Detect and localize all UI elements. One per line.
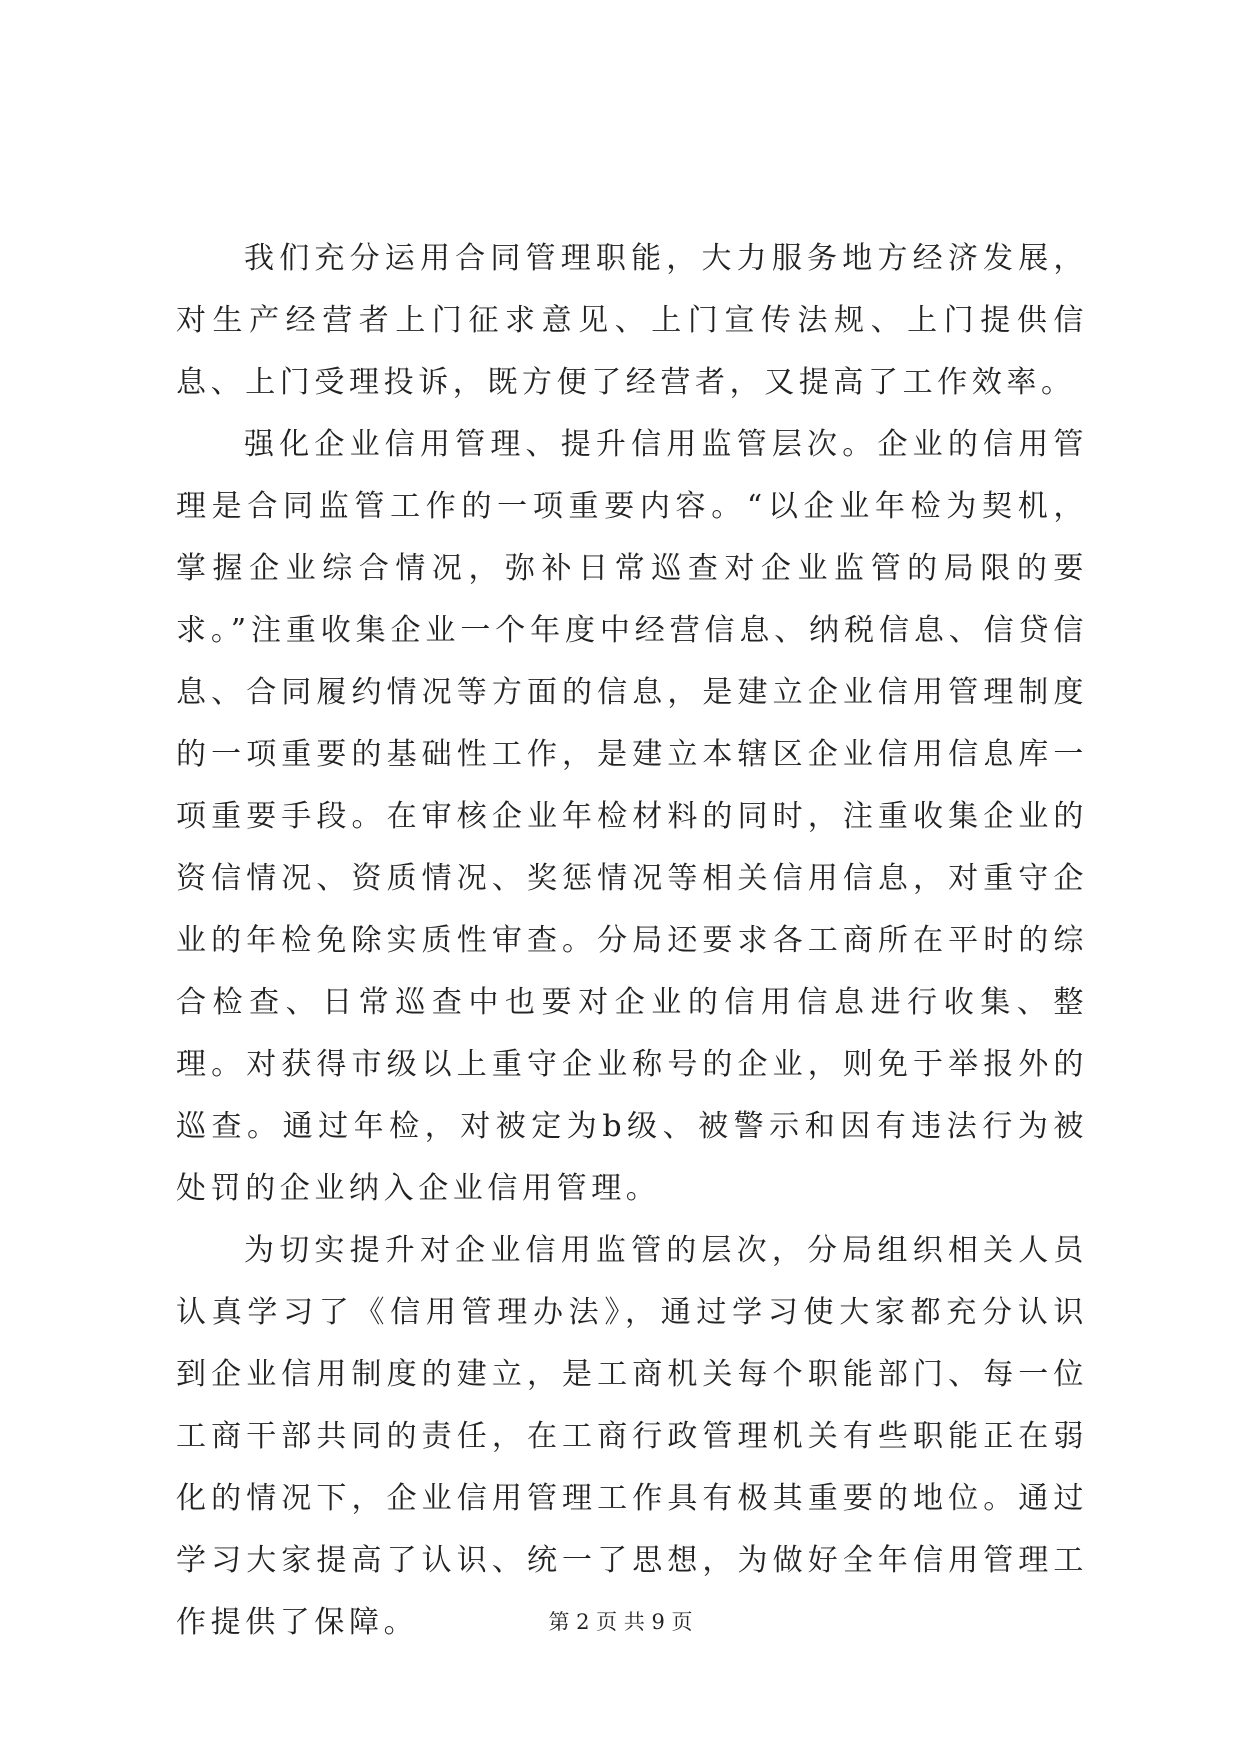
paragraph-contract-management: 我们充分运用合同管理职能，大力服务地方经济发展，对生产经营者上门征求意见、上门宣传法规、上门提供信息、上门受理投诉，既方便了经营者，又提高了工作效率。 <box>176 241 1088 400</box>
paragraph-credit-management: 强化企业信用管理、提升信用监管层次。企业的信用管理是合同监管工作的一项重要内容。“以企业年检为契机，掌握企业综合情况，弥补日常巡查对企业监管的局限的要求。”注重收集企业一个年度中经营信息、纳税信息、信贷信息、合同履约情况等方面的信息，是建立企业信用管理制度的一项重要的基础性工作，是建立本辖区企业信用信息库一项重要手段。在审核企业年检材料的同时，注重收集企业的资信情况、资质情况、奖惩情况等相关信用信息，对重守企业的年检免除实质性审查。分局还要求各工商所在平时的综合检查、日常巡查中也要对企业的信用信息进行收集、整理。对获得市级以上重守企业称号的企业，则免于举报外的巡查。通过年检，对被定为b级、被警示和因有违法行为被处罚的企业纳入企业信用管理。 <box>176 427 1088 1206</box>
paragraph-credit-study: 为切实提升对企业信用监管的层次，分局组织相关人员认真学习了《信用管理办法》，通过学习使大家都充分认识到企业信用制度的建立，是工商机关每个职能部门、每一位工商干部共同的责任，在工商行政管理机关有些职能正在弱化的情况下，企业信用管理工作具有极其重要的地位。通过学习大家提高了认识、统一了思想，为做好全年信用管理工作提供了保障。 <box>176 1233 1088 1640</box>
document-body <box>176 228 1088 1654</box>
page-number-footer: 第 2 页 共 9 页 <box>548 1610 693 1634</box>
